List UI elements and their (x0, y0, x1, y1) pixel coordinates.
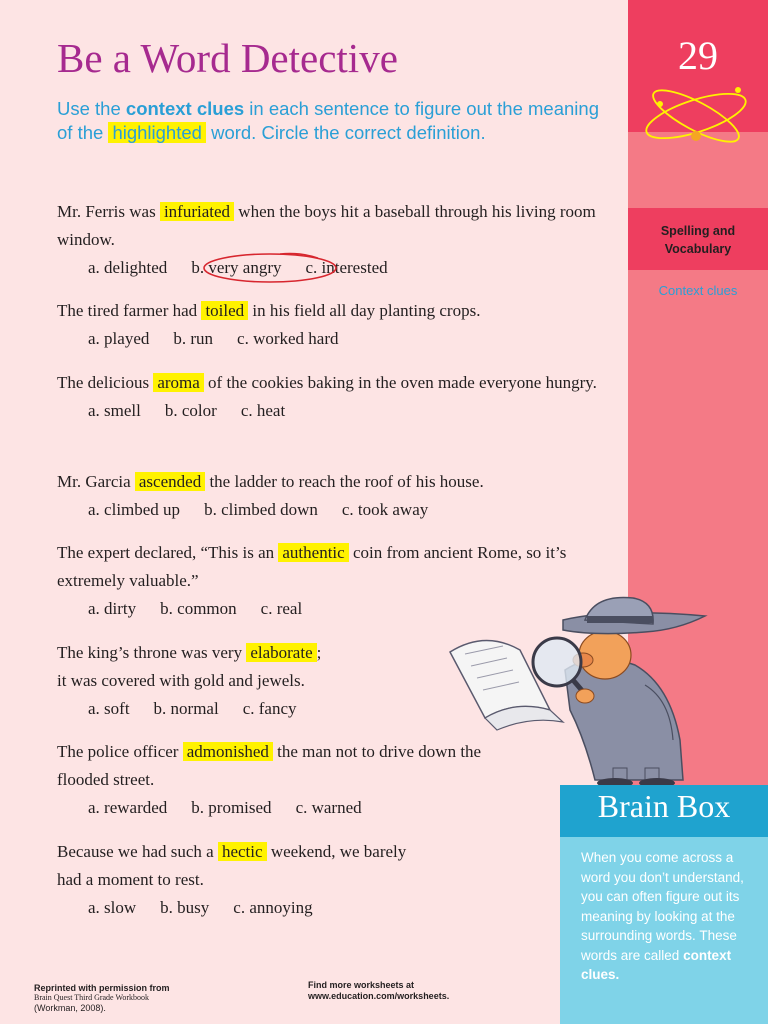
more-line1: Find more worksheets at (308, 980, 415, 990)
question-8 (57, 838, 527, 922)
question-text-line2: it was covered with gold and jewels. (57, 671, 305, 690)
credit-line3: (Workman, 2008). (34, 1003, 106, 1013)
question-3 (57, 369, 617, 425)
option-a[interactable]: a. slow (88, 898, 137, 917)
question-text (57, 468, 617, 496)
subject-line1: Spelling and (660, 224, 736, 238)
answer-options (88, 794, 527, 822)
q-post: weekend, we barely (266, 842, 407, 861)
q-pre: The king’s throne was very (57, 643, 247, 662)
q-highlight-word: aroma (153, 373, 203, 392)
option-c[interactable]: c. interested (305, 258, 388, 277)
option-a[interactable]: a. played (88, 329, 150, 348)
q-highlight-word: toiled (201, 301, 248, 320)
brain-box-tip: When you come across a word you don’t understand, you can often figure out its meaning by looking at the surrounding words. These words are called (581, 850, 744, 963)
answer-options (88, 894, 527, 922)
intro-bold: context clues (125, 98, 245, 119)
question-text-line2: had a moment to rest. (57, 870, 204, 889)
option-c[interactable]: c. heat (240, 401, 286, 420)
option-b[interactable]: b. color (164, 401, 217, 420)
q-post: ; (316, 643, 322, 662)
more-link[interactable]: www.education.com/worksheets. (308, 991, 450, 1001)
intro-text-2: in each sentence to figure out the meaning of the (57, 98, 599, 143)
option-b[interactable]: b. run (173, 329, 214, 348)
option-c[interactable]: c. annoying (233, 898, 313, 917)
option-c[interactable]: c. fancy (242, 699, 297, 718)
brain-box-title: Brain Box (597, 788, 731, 824)
option-a[interactable]: a. dirty (88, 599, 137, 618)
q-pre: The delicious (57, 373, 154, 392)
brain-box-bold: context clues. (581, 947, 732, 982)
option-c[interactable]: c. warned (295, 798, 362, 817)
subject-line2: Vocabulary (664, 242, 732, 256)
q-highlight-word: hectic (218, 842, 267, 861)
credit-line2: Brain Quest Third Grade Workbook (34, 993, 150, 1002)
answer-circle-mark (200, 250, 345, 286)
page-title: Be a Word Detective (57, 35, 398, 81)
option-a[interactable]: a. climbed up (88, 500, 181, 519)
question-text (57, 297, 617, 325)
q-pre: The tired farmer had (57, 301, 202, 320)
q-post: in his field all day planting crops. (248, 301, 481, 320)
option-a[interactable]: a. soft (88, 699, 130, 718)
q-pre: Because we had such a (57, 842, 218, 861)
option-c[interactable]: c. real (260, 599, 303, 618)
answer-options (88, 325, 617, 353)
credit-line1: Reprinted with permission from (34, 983, 170, 993)
option-c[interactable]: c. took away (341, 500, 429, 519)
option-b[interactable]: b. promised (191, 798, 272, 817)
skill-label: Context clues (658, 283, 738, 298)
option-b[interactable]: b. normal (153, 699, 219, 718)
q-post: when the boys hit a baseball through his living room window. (57, 202, 596, 249)
more-worksheets (308, 980, 449, 1002)
q-pre: The police officer (57, 742, 183, 761)
orbit-icon (638, 78, 758, 158)
q-pre: Mr. Ferris was (57, 202, 160, 221)
q-post: coin from ancient Rome, so it’s extremely valuable.” (57, 543, 567, 590)
question-text (57, 198, 617, 254)
answer-options (88, 496, 617, 524)
subject-label (628, 222, 768, 258)
answer-options (88, 397, 617, 425)
q-highlight-word: admonished (183, 742, 273, 761)
option-b[interactable]: b. very angry (191, 258, 282, 277)
option-a[interactable]: a. smell (88, 401, 141, 420)
credit-note (34, 983, 170, 1013)
intro-text-3: word. Circle the correct definition. (205, 122, 486, 143)
option-b[interactable]: b. busy (160, 898, 210, 917)
option-b[interactable]: b. common (160, 599, 237, 618)
question-2 (57, 297, 617, 353)
question-text (57, 539, 617, 595)
option-a[interactable]: a. rewarded (88, 798, 168, 817)
q-post: the ladder to reach the roof of his house. (205, 472, 484, 491)
intro-highlight: highlighted (108, 122, 206, 143)
option-c[interactable]: c. worked hard (237, 329, 339, 348)
q-highlight-word: elaborate (246, 643, 316, 662)
instructions (57, 97, 617, 145)
answer-options (88, 254, 617, 282)
question-text (57, 838, 527, 866)
q-highlight-word: ascended (135, 472, 205, 491)
q-pre: The expert declared, “This is an (57, 543, 279, 562)
question-4 (57, 468, 617, 524)
option-a[interactable]: a. delighted (88, 258, 168, 277)
question-text (57, 369, 617, 397)
brain-box-text (581, 848, 761, 985)
q-highlight-word: authentic (278, 543, 348, 562)
intro-text-1: Use the (57, 98, 126, 119)
q-post: the man not to drive down the flooded street. (57, 742, 482, 789)
q-post: of the cookies baking in the oven made everyone hungry. (203, 373, 597, 392)
option-b[interactable]: b. climbed down (204, 500, 318, 519)
q-pre: Mr. Garcia (57, 472, 135, 491)
page-number: 29 (678, 33, 718, 78)
detective-illustration (445, 590, 715, 790)
q-highlight-word: infuriated (160, 202, 234, 221)
